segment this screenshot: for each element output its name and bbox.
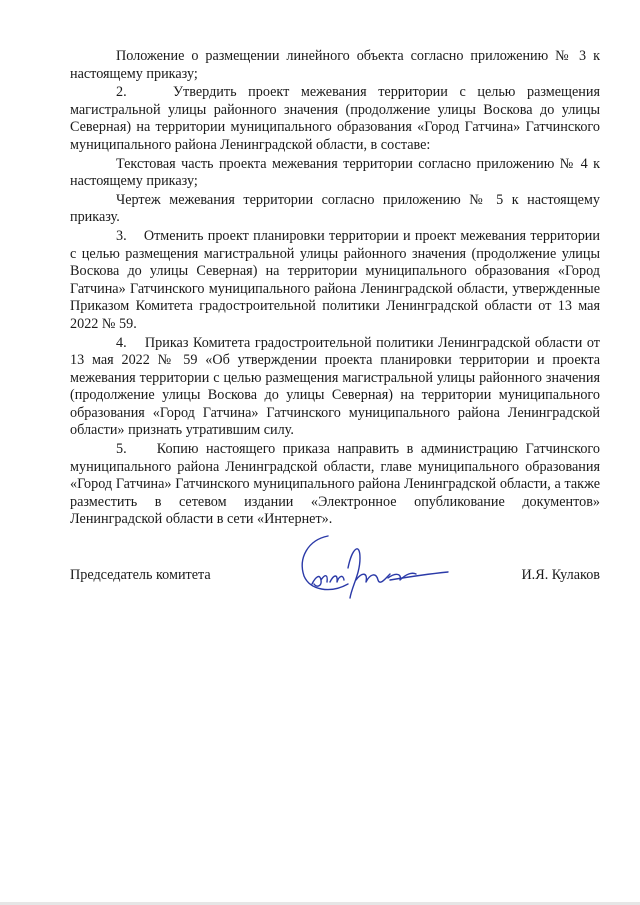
- paragraph-item-2: 2. Утвердить проект межевания территории с целью размещения магистральной улицы районного значения (продолжение улицы Воскова до улицы Северная) на территории муниципального образования «Город Гатчина» Гатчинского муниципального района Ленинградской области, в составе:: [70, 84, 600, 153]
- signatory-title: Председатель комитета: [70, 567, 211, 583]
- document-body: [70, 48, 600, 530]
- paragraph-text-part: Текстовая часть проекта межевания территории согласно приложению № 4 к настоящему приказу;: [70, 155, 600, 190]
- signatory-name: И.Я. Кулаков: [521, 567, 600, 583]
- paragraph-item-3: 3. Отменить проект планировки территории и проект межевания территории с целью размещения магистральной улицы районного значения (продолжение улицы Воскова до улицы Северная) на территории муниципального образования «Город Гатчина» Гатчинского муниципального района Ленинградской области, утвержденные Приказом Комитета градостроительной политики Ленинградской области от 13 мая 2022 № 59.: [70, 227, 600, 332]
- paragraph-item-4: 4. Приказ Комитета градостроительной политики Ленинградской области от 13 мая 2022 № 59 «Об утверждении проекта планировки территории и проекта межевания территории с целью размещения магистральной улицы районного значения (продолжение улицы Воскова до улицы Северная) на территории муниципального образования «Город Гатчина» Гатчинского муниципального района Ленинградской области» признать утратившим силу.: [70, 334, 600, 439]
- paragraph-provision-linear-object: Положение о размещении линейного объекта согласно приложению № 3 к настоящему приказу;: [70, 48, 600, 82]
- paragraph-drawing: Чертеж межевания территории согласно приложению № 5 к настоящему приказу.: [70, 191, 600, 226]
- handwritten-signature: [290, 528, 450, 608]
- paragraph-item-5: 5. Копию настоящего приказа направить в администрацию Гатчинского муниципального района Ленинградской области, главе муниципального образования «Город Гатчина» Гатчинского муниципального района Ленинградской области, а также разместить в сетевом издании «Электронное опубликование документов» Ленинградской области в сети «Интернет».: [70, 441, 600, 528]
